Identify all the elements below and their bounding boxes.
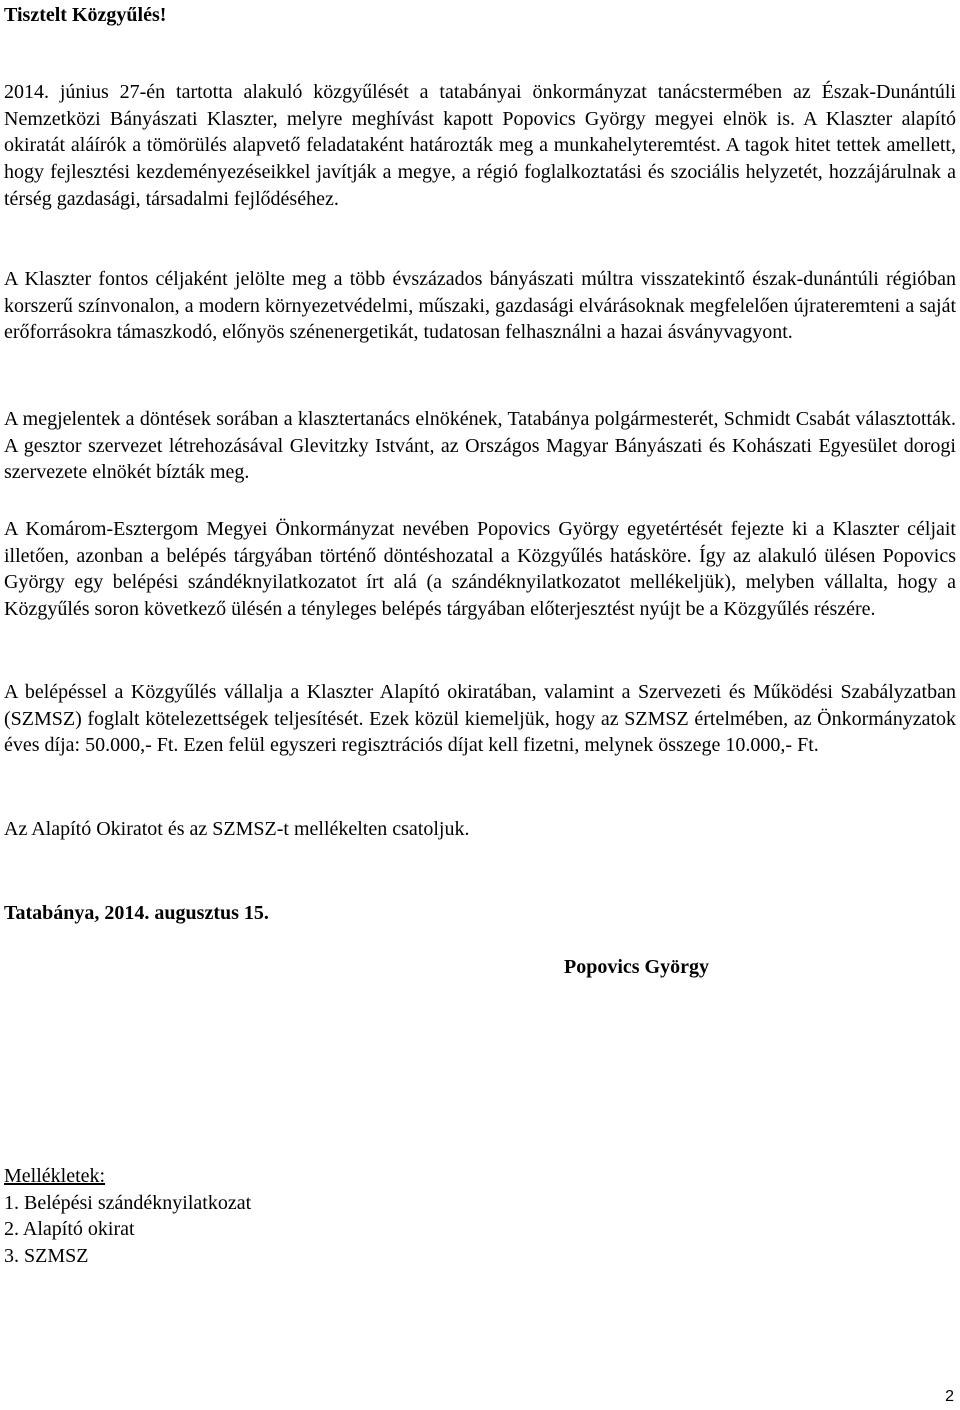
body-paragraph-4: A Komárom-Esztergom Megyei Önkormányzat nevében Popovics György egyetértését fejezte ki a Klaszter céljait illetően, azonban a belépés tárgyában történő döntéshozatal a Közgyűlés hatásköre. Így az alakuló ülésen Popovics György egy belépési szándéknyilatkozatot írt alá (a szándéknyilatkozatot mellékeljük), melyben vállalta, hogy a Közgyűlés soron következő ülésén a tényleges belépés tárgyában előterjesztést nyújt be a Közgyűlés részére. — [4, 518, 956, 621]
attachment-item: 2. Alapító okirat — [4, 1218, 135, 1241]
document-page — [4, 0, 956, 1410]
page-number: 2 — [945, 1388, 954, 1405]
body-paragraph-2: A Klaszter fontos céljaként jelölte meg a több évszázados bányászati múltra visszatekintő észak-dunántúli régióban korszerű színvonalon, a modern környezetvédelmi, műszaki, gazdasági elvárásoknak megfelelően újrateremteni a saját erőforrásokra támaszkodó, előnyös szénenergetikát, tudatosan felhasználni a hazai ásványvagyont. — [4, 268, 956, 344]
attachments-heading: Mellékletek: — [4, 1165, 106, 1187]
place-and-date: Tatabánya, 2014. augusztus 15. — [4, 902, 269, 924]
attachment-item: 1. Belépési szándéknyilatkozat — [4, 1191, 252, 1214]
body-paragraph-3: A megjelentek a döntések sorában a klasztertanács elnökének, Tatabánya polgármesterét, Schmidt Csabát választották. A gesztor szervezet létrehozásával Glevitzky Istvánt, az Országos Magyar Bányászati és Kohászati Egyesület dorogi szervezete elnökét bízták meg. — [4, 408, 956, 484]
body-paragraph-1: 2014. június 27-én tartotta alakuló közgyűlését a tatabányai önkormányzat tanácstermében az Észak-Dunántúli Nemzetközi Bányászati Klaszter, melyre meghívást kapott Popovics György megyei elnök is. A Klaszter alapító okiratát aláírók a tömörülés alapvető feladataként határozták meg a munkahelyteremtést. A tagok hitet tettek amellett, hogy fejlesztési kezdeményezéseikkel javítják a megye, a régió foglalkoztatási és szociális helyzetét, hozzájárulnak a térség gazdasági, társadalmi fejlődéséhez. — [4, 81, 956, 210]
attachments-section — [4, 1163, 251, 1270]
signer-name: Popovics György — [564, 956, 709, 978]
salutation: Tisztelt Közgyűlés! — [4, 4, 167, 26]
body-paragraph-6: Az Alapító Okiratot és az SZMSZ-t mellékelten csatoljuk. — [4, 818, 470, 840]
attachments-list — [4, 1190, 251, 1270]
attachment-item: 3. SZMSZ — [4, 1245, 89, 1268]
body-paragraph-5: A belépéssel a Közgyűlés vállalja a Klaszter Alapító okiratában, valamint a Szervezeti és Működési Szabályzatban (SZMSZ) foglalt kötelezettségek teljesítését. Ezek közül kiemeljük, hogy az SZMSZ értelmében, az Önkormányzatok éves díja: 50.000,- Ft. Ezen felül egyszeri regisztrációs díjat kell fizetni, melynek összege 10.000,- Ft. — [4, 681, 956, 757]
